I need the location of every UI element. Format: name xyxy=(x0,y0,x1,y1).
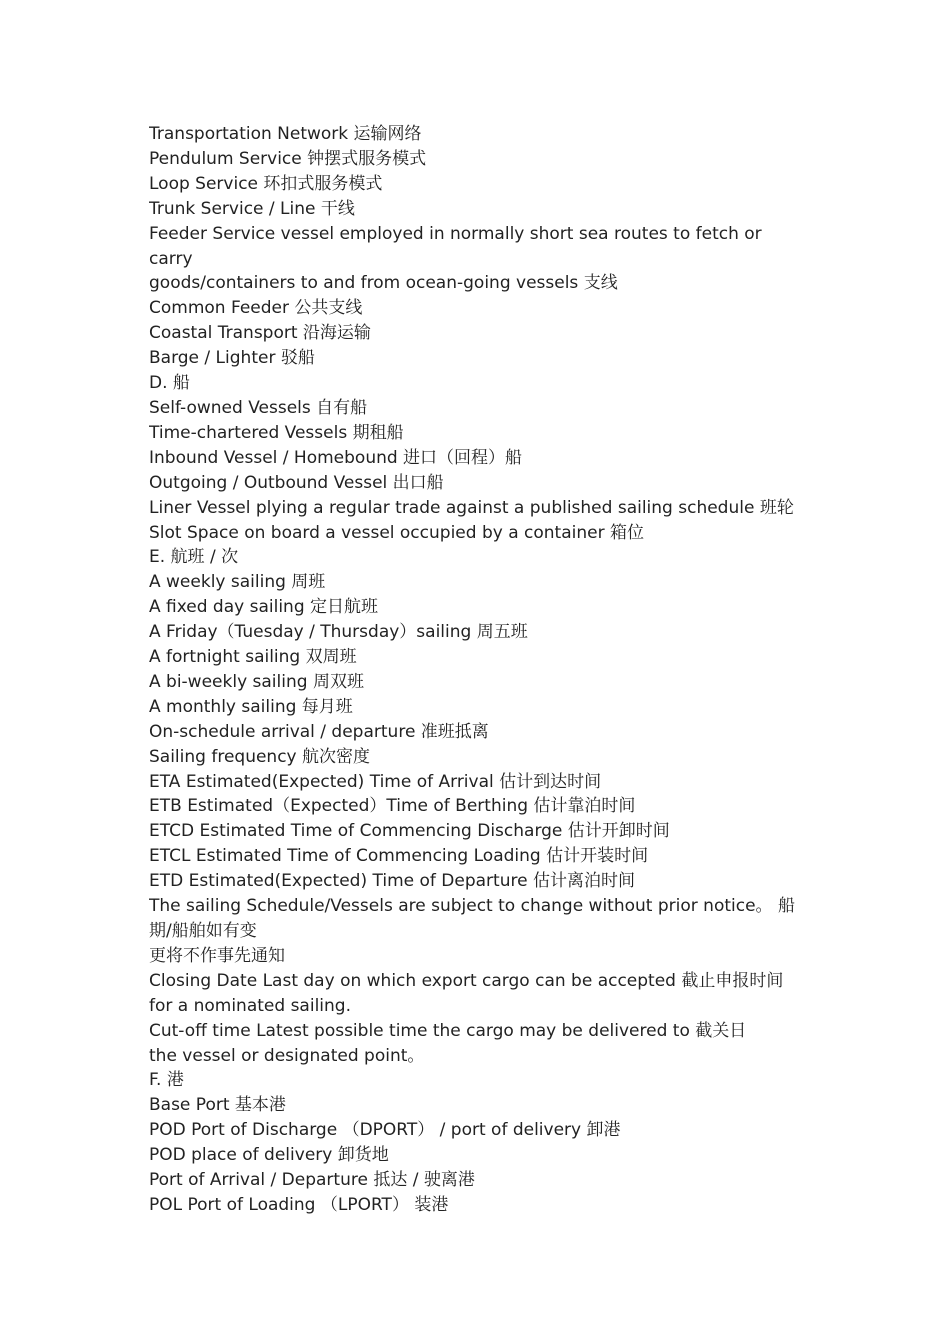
text-line: Cut-off time Latest possible time the cargo may be delivered to 截关日 xyxy=(149,1020,747,1041)
text-line: Outgoing / Outbound Vessel 出口船 xyxy=(149,472,444,493)
text-line: ETCD Estimated Time of Commencing Discharge 估计开卸时间 xyxy=(149,821,670,842)
text-line: ETD Estimated(Expected) Time of Departure 估计离泊时间 xyxy=(149,871,635,892)
text-line: Coastal Transport 沿海运输 xyxy=(149,323,371,344)
text-line: Pendulum Service 钟摆式服务模式 xyxy=(149,148,427,169)
text-line: A fixed day sailing 定日航班 xyxy=(149,597,379,618)
text-line: POD place of delivery 卸货地 xyxy=(149,1145,389,1166)
text-line: the vessel or designated point。 xyxy=(149,1045,425,1066)
text-line: for a nominated sailing. xyxy=(149,995,351,1016)
text-line: ETB Estimated（Expected）Time of Berthing 估计靠泊时间 xyxy=(149,796,636,817)
text-line: Feeder Service vessel employed in normally short sea routes to fetch or xyxy=(149,223,762,244)
text-line: The sailing Schedule/Vessels are subject to change without prior notice。 船 xyxy=(149,896,795,917)
text-line: Slot Space on board a vessel occupied by a container 箱位 xyxy=(149,522,644,543)
text-line: Self-owned Vessels 自有船 xyxy=(149,397,368,418)
text-line: Sailing frequency 航次密度 xyxy=(149,746,371,767)
text-line: Time-chartered Vessels 期租船 xyxy=(149,422,404,443)
text-line: Trunk Service / Line 干线 xyxy=(149,198,355,219)
text-line: Common Feeder 公共支线 xyxy=(149,298,363,319)
text-line: Closing Date Last day on which export cargo can be accepted 截止申报时间 xyxy=(149,970,784,991)
text-line: Barge / Lighter 驳船 xyxy=(149,348,315,369)
text-line: A Friday（Tuesday / Thursday）sailing 周五班 xyxy=(149,622,528,643)
text-line: 期/船舶如有变 xyxy=(149,921,257,941)
text-line: Port of Arrival / Departure 抵达 / 驶离港 xyxy=(149,1170,475,1191)
text-line: carry xyxy=(149,248,193,269)
text-line: E. 航班 / 次 xyxy=(149,547,239,568)
text-line: F. 港 xyxy=(149,1070,184,1091)
text-line: A bi-weekly sailing 周双班 xyxy=(149,671,364,692)
text-line: ETA Estimated(Expected) Time of Arrival 估计到达时间 xyxy=(149,771,602,792)
text-line: Base Port 基本港 xyxy=(149,1095,286,1116)
text-line: Inbound Vessel / Homebound 进口（回程）船 xyxy=(149,447,523,468)
text-line: ETCL Estimated Time of Commencing Loading 估计开装时间 xyxy=(149,846,649,867)
text-line: goods/containers to and from ocean-going vessels 支线 xyxy=(149,273,618,294)
text-line: D. 船 xyxy=(149,373,190,394)
text-line: A fortnight sailing 双周班 xyxy=(149,647,357,668)
text-line: 更将不作事先通知 xyxy=(149,945,285,966)
text-line: A monthly sailing 每月班 xyxy=(149,696,353,717)
text-line: A weekly sailing 周班 xyxy=(149,572,326,593)
text-line: POL Port of Loading （LPORT） 装港 xyxy=(149,1194,449,1215)
text-line: On-schedule arrival / departure 准班抵离 xyxy=(149,721,489,742)
text-line: Liner Vessel plying a regular trade against a published sailing schedule 班轮 xyxy=(149,497,794,518)
text-line: Transportation Network 运输网络 xyxy=(149,124,422,144)
document-text xyxy=(149,122,809,1218)
text-line: POD Port of Discharge （DPORT） / port of delivery 卸港 xyxy=(149,1120,621,1141)
text-line: Loop Service 环扣式服务模式 xyxy=(149,173,383,194)
